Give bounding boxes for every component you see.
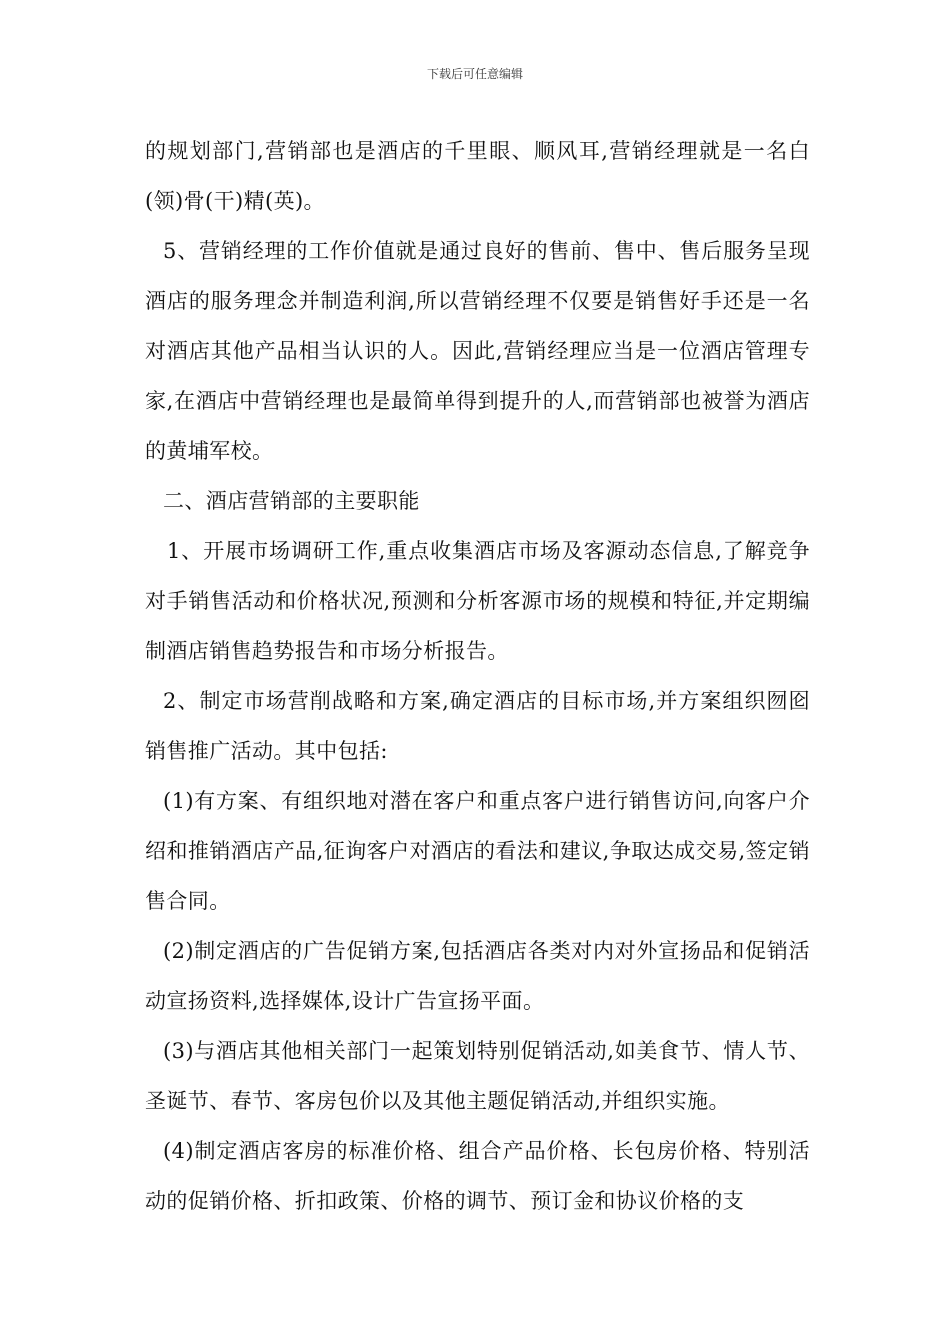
paragraph-point-2: 2、制定市场营削战略和方案,确定酒店的目标市场,并方案组织囫囵销售推广活动。其中包括: xyxy=(145,689,810,763)
paragraph-subpoint-4: (4)制定酒店客房的标准价格、组合产品价格、长包房价格、特别活动的促销价格、折扣政策、价格的调节、预订金和协议价格的支 xyxy=(145,1139,810,1213)
paragraph-point-5: 5、营销经理的工作价值就是通过良好的售前、售中、售后服务呈现酒店的服务理念并制造利润,所以营销经理不仅要是销售好手还是一名对酒店其他产品相当认识的人。因此,营销经理应当是一位酒店管理专家,在酒店中营销经理也是最简单得到提升的人,而营销部也被誉为酒店的黄埔军校。 xyxy=(145,239,810,463)
page-header: 下载后可任意编辑 xyxy=(426,67,523,81)
section-heading-2: 二、酒店营销部的主要职能 xyxy=(163,489,420,513)
paragraph-continuation: 的规划部门,营销部也是酒店的千里眼、顺风耳,营销经理就是一名白(领)骨(干)精(英)。 xyxy=(145,139,810,213)
paragraph-subpoint-1: (1)有方案、有组织地对潜在客户和重点客户进行销售访问,向客户介绍和推销酒店产品,征询客户对酒店的看法和建议,争取达成交易,签定销售合同。 xyxy=(145,789,810,913)
paragraph-subpoint-3: (3)与酒店其他相关部门一起策划特别促销活动,如美食节、情人节、圣诞节、春节、客房包价以及其他主题促销活动,并组织实施。 xyxy=(145,1039,810,1113)
paragraph-point-1: 1、开展市场调研工作,重点收集酒店市场及客源动态信息,了解竞争对手销售活动和价格状况,预测和分析客源市场的规模和特征,并定期编制酒店销售趋势报告和市场分析报告。 xyxy=(145,539,810,663)
document-body xyxy=(145,126,810,1226)
paragraph-subpoint-2: (2)制定酒店的广告促销方案,包括酒店各类对内对外宣扬品和促销活动宣扬资料,选择媒体,设计广告宣扬平面。 xyxy=(145,939,810,1013)
